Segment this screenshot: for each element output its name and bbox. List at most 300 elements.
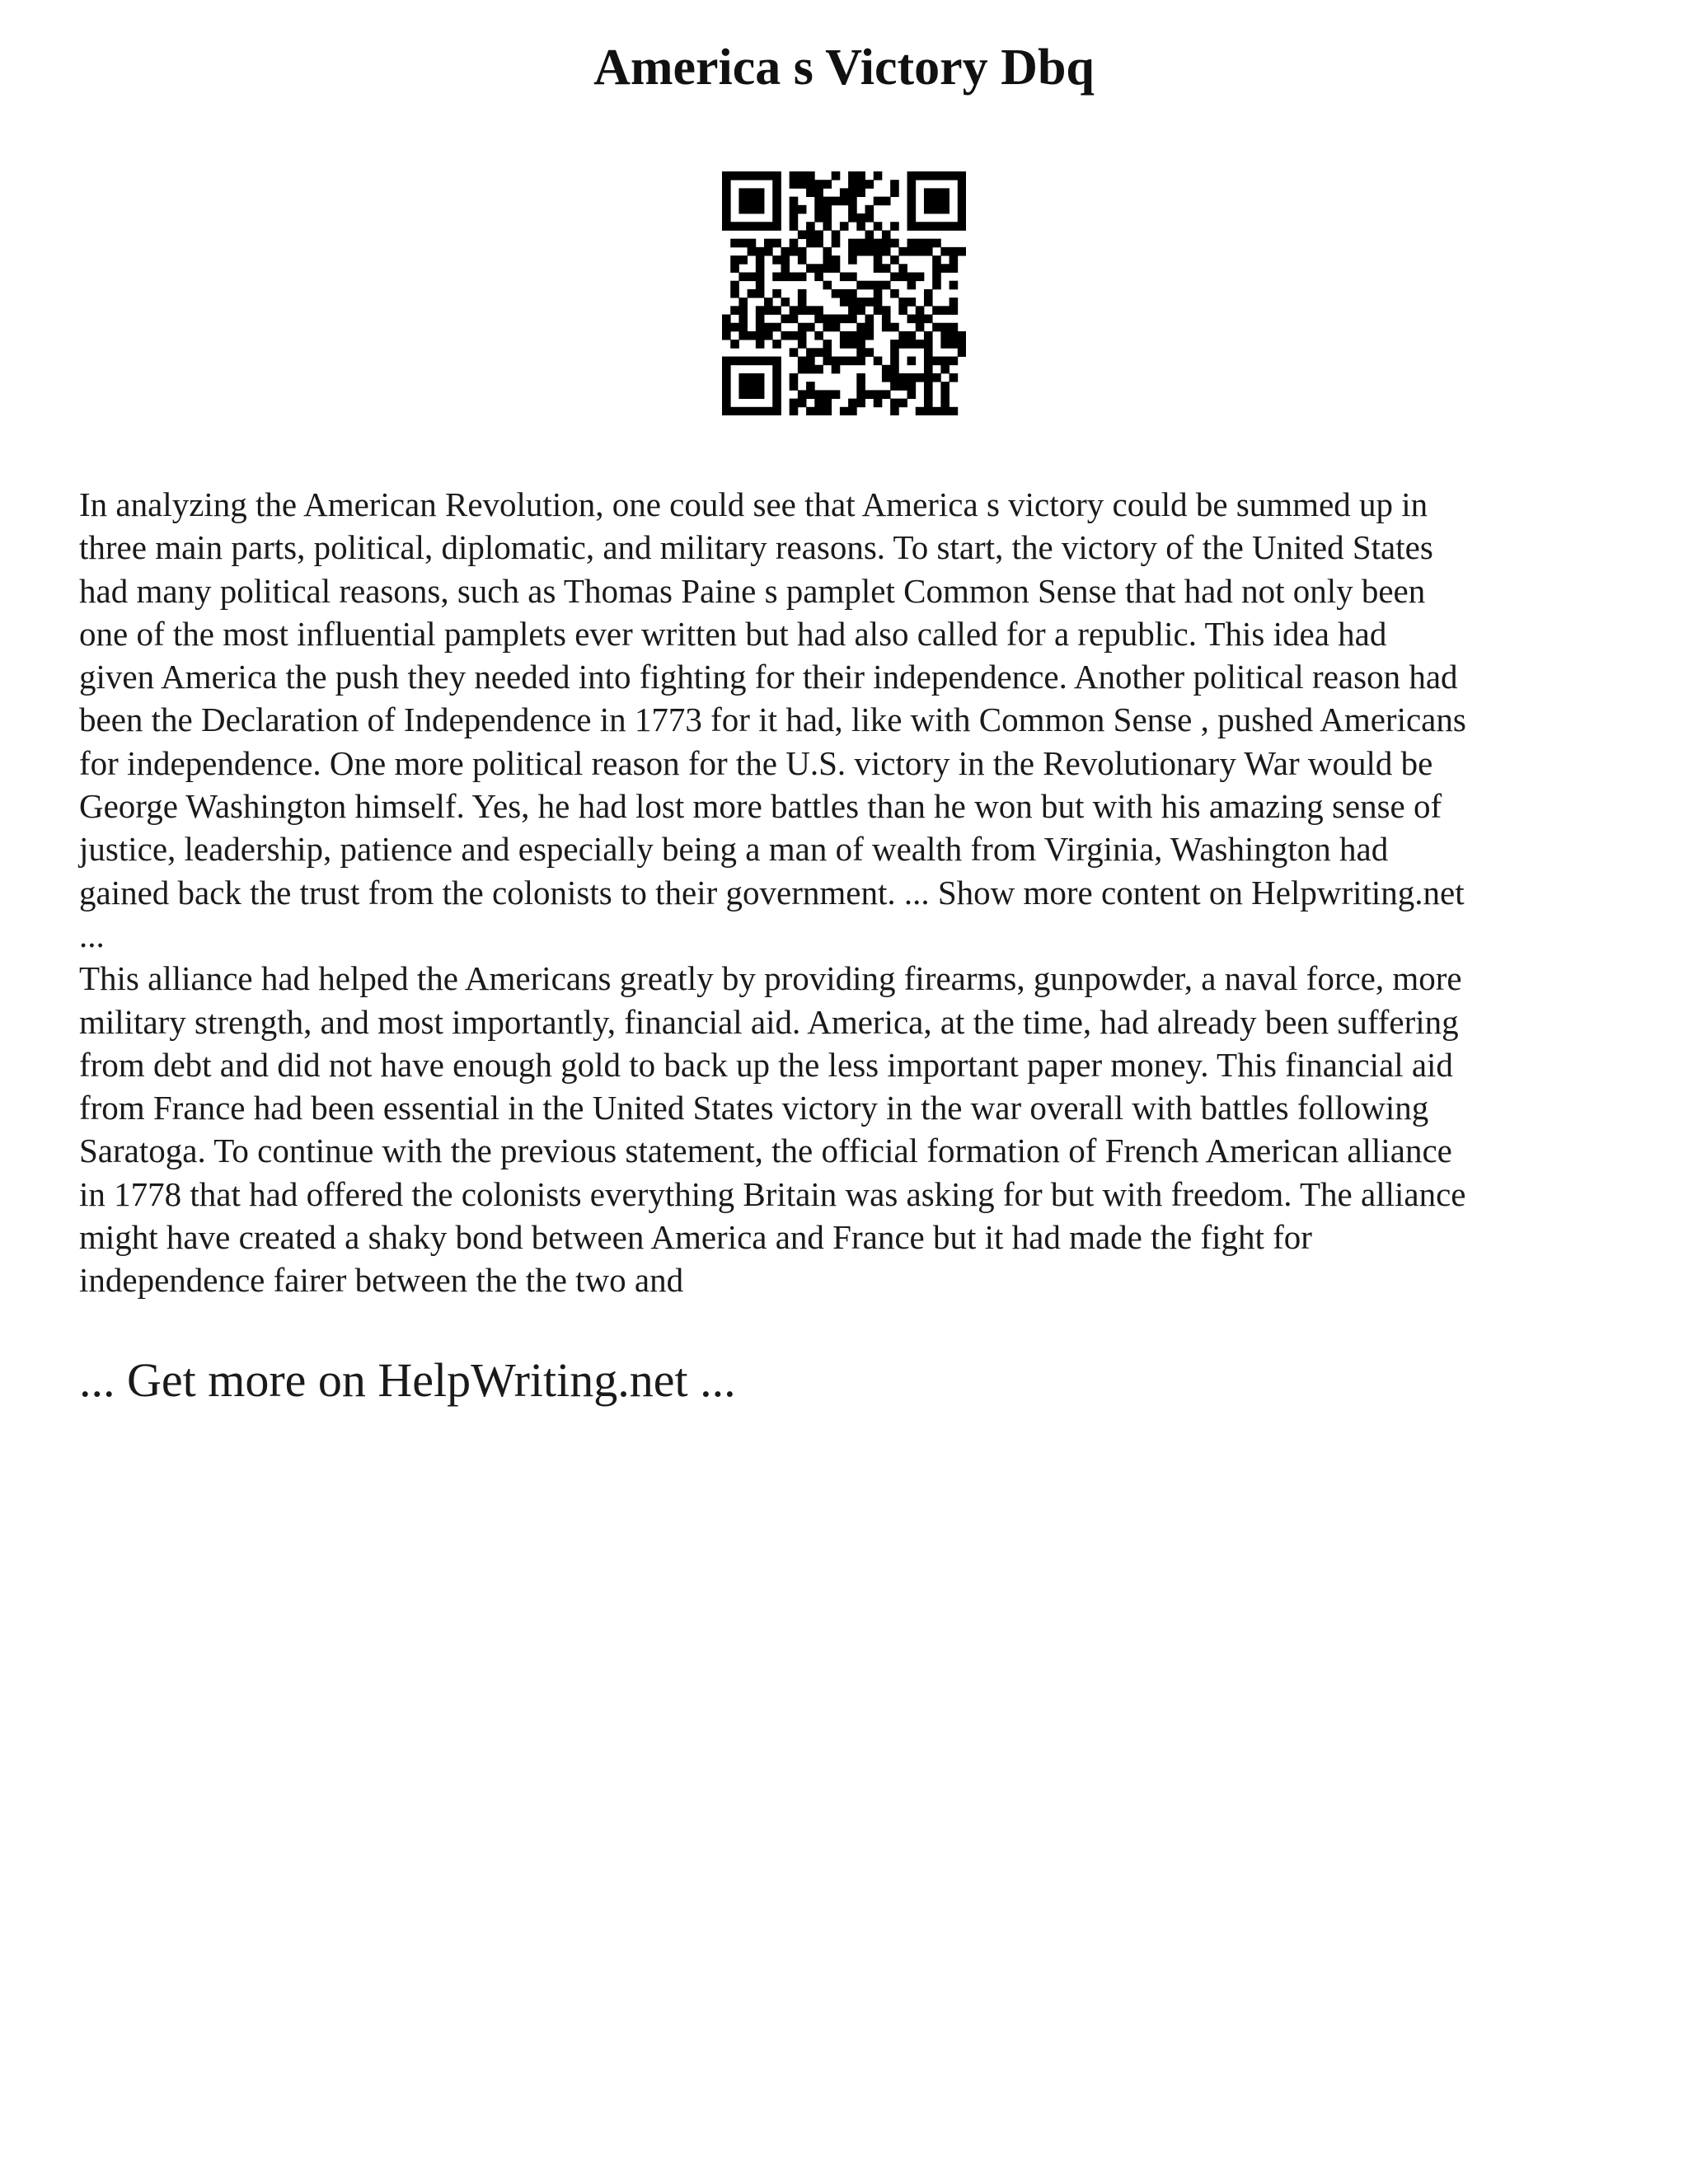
qr-module (790, 272, 799, 281)
qr-module (756, 340, 765, 349)
qr-module (916, 373, 925, 382)
qr-module (958, 171, 966, 180)
qr-module (823, 357, 832, 366)
qr-module (756, 197, 765, 206)
qr-module (916, 340, 925, 349)
qr-module (932, 222, 941, 231)
qr-module (940, 357, 950, 366)
qr-module (848, 205, 857, 214)
qr-module (722, 407, 731, 415)
qr-module (898, 247, 907, 256)
qr-module (940, 264, 950, 273)
qr-module (738, 188, 748, 197)
qr-module (756, 331, 765, 340)
qr-module (932, 407, 941, 415)
qr-module (865, 239, 874, 248)
qr-module (848, 197, 857, 206)
qr-module (738, 407, 748, 415)
qr-module (790, 306, 799, 315)
qr-module (907, 180, 917, 189)
qr-module (772, 306, 781, 315)
qr-module (832, 171, 841, 180)
qr-module (748, 331, 757, 340)
qr-module (958, 188, 966, 197)
qr-module (856, 340, 865, 349)
qr-module (865, 230, 874, 239)
qr-module (832, 264, 841, 273)
qr-module (882, 247, 891, 256)
qr-module (916, 315, 925, 324)
qr-module (832, 255, 841, 265)
qr-module (781, 247, 790, 256)
qr-module (898, 340, 907, 349)
qr-module (790, 205, 799, 214)
qr-module (756, 171, 765, 180)
qr-module (730, 289, 739, 298)
qr-module (738, 222, 748, 231)
qr-module (730, 323, 739, 332)
qr-module (924, 239, 933, 248)
qr-module (748, 357, 757, 366)
qr-module (764, 247, 773, 256)
qr-module (756, 373, 765, 382)
qr-module (916, 323, 925, 332)
qr-module (722, 180, 731, 189)
qr-module (722, 323, 731, 332)
qr-module (722, 197, 731, 206)
qr-module (865, 205, 874, 214)
qr-module (756, 205, 765, 214)
qr-module (916, 272, 925, 281)
qr-module (798, 306, 807, 315)
qr-module (806, 264, 815, 273)
qr-module (748, 373, 757, 382)
qr-module (764, 357, 773, 366)
qr-code-graphic (722, 171, 966, 415)
qr-module (840, 222, 849, 231)
qr-module (958, 340, 966, 349)
qr-module (865, 331, 874, 340)
qr-module (907, 188, 917, 197)
qr-module (756, 264, 765, 273)
qr-module (781, 272, 790, 281)
qr-module (865, 281, 874, 290)
qr-module (756, 382, 765, 391)
qr-module (772, 357, 781, 366)
qr-module (874, 247, 883, 256)
qr-module (772, 390, 781, 399)
qr-module (756, 315, 765, 324)
qr-module (874, 357, 883, 366)
qr-module (865, 323, 874, 332)
qr-module (798, 357, 807, 366)
qr-module (748, 382, 757, 391)
qr-module (798, 180, 807, 189)
qr-module (898, 331, 907, 340)
qr-module (865, 247, 874, 256)
qr-module (798, 399, 807, 408)
qr-module (924, 289, 933, 298)
qr-module (790, 373, 799, 382)
qr-module (798, 340, 807, 349)
qr-module (890, 340, 899, 349)
qr-module (890, 357, 899, 366)
qr-module (950, 222, 959, 231)
qr-module (882, 365, 891, 374)
get-more-link[interactable]: ... Get more on HelpWriting.net ... (79, 1353, 736, 1407)
qr-module (950, 281, 959, 290)
qr-module (940, 323, 950, 332)
qr-module (940, 247, 950, 256)
qr-module (814, 315, 823, 324)
qr-module (756, 255, 765, 265)
qr-module (798, 255, 807, 265)
qr-module (730, 340, 739, 349)
qr-module (907, 298, 917, 307)
qr-module (940, 407, 950, 415)
qr-module (806, 180, 815, 189)
qr-module (932, 272, 941, 281)
qr-module (907, 213, 917, 223)
qr-module (890, 289, 899, 298)
qr-module (756, 357, 765, 366)
qr-module (924, 298, 933, 307)
qr-module (738, 382, 748, 391)
qr-module (748, 205, 757, 214)
qr-module (748, 188, 757, 197)
qr-module (882, 306, 891, 315)
qr-module (823, 399, 832, 408)
qr-module (772, 180, 781, 189)
qr-module (898, 306, 907, 315)
qr-module (856, 239, 865, 248)
qr-module (907, 197, 917, 206)
qr-module (890, 382, 899, 391)
qr-module (924, 357, 933, 366)
qr-module (772, 205, 781, 214)
qr-module (865, 298, 874, 307)
qr-module (950, 323, 959, 332)
qr-module (950, 407, 959, 415)
qr-module (940, 399, 950, 408)
qr-module (940, 197, 950, 206)
qr-module (798, 323, 807, 332)
qr-module (856, 281, 865, 290)
qr-module (730, 407, 739, 415)
qr-module (832, 390, 841, 399)
qr-module (772, 382, 781, 391)
qr-module (924, 222, 933, 231)
qr-module (924, 315, 933, 324)
qr-module (772, 373, 781, 382)
qr-module (756, 323, 765, 332)
qr-module (814, 365, 823, 374)
qr-module (806, 390, 815, 399)
qr-module (907, 373, 917, 382)
qr-module (848, 340, 857, 349)
qr-module (856, 348, 865, 357)
qr-module (882, 197, 891, 206)
qr-module (950, 373, 959, 382)
qr-module (840, 357, 849, 366)
qr-module (848, 255, 857, 265)
qr-module (958, 222, 966, 231)
qr-module (907, 239, 917, 248)
qr-module (722, 365, 731, 374)
qr-module (907, 205, 917, 214)
qr-module (848, 188, 857, 197)
qr-module (856, 390, 865, 399)
qr-module (874, 399, 883, 408)
qr-module (874, 390, 883, 399)
qr-module (890, 407, 899, 415)
qr-module (806, 188, 815, 197)
qr-module (932, 306, 941, 315)
qr-module (814, 205, 823, 214)
qr-module (772, 197, 781, 206)
qr-module (772, 323, 781, 332)
qr-module (898, 399, 907, 408)
qr-module (940, 171, 950, 180)
qr-module (924, 247, 933, 256)
qr-module (924, 373, 933, 382)
qr-module (907, 382, 917, 391)
qr-module (730, 281, 739, 290)
qr-module (756, 289, 765, 298)
qr-module (840, 298, 849, 307)
qr-module (823, 197, 832, 206)
qr-module (832, 197, 841, 206)
qr-module (932, 197, 941, 206)
qr-module (924, 171, 933, 180)
qr-module (832, 230, 841, 239)
qr-module (772, 340, 781, 349)
qr-module (722, 357, 731, 366)
qr-module (840, 289, 849, 298)
qr-module (790, 197, 799, 206)
qr-module (756, 247, 765, 256)
document-body (79, 483, 1620, 1302)
qr-module (924, 205, 933, 214)
qr-module (806, 357, 815, 366)
qr-module (856, 180, 865, 189)
qr-module (814, 213, 823, 223)
qr-module (950, 247, 959, 256)
qr-module (814, 272, 823, 281)
qr-module (848, 399, 857, 408)
qr-module (832, 239, 841, 248)
qr-module (814, 407, 823, 415)
qr-module (722, 213, 731, 223)
qr-module (840, 197, 849, 206)
qr-module (890, 239, 899, 248)
qr-module (890, 255, 899, 265)
qr-module (806, 382, 815, 391)
qr-module (806, 348, 815, 357)
qr-module (738, 197, 748, 206)
qr-module (756, 188, 765, 197)
qr-module (932, 357, 941, 366)
qr-module (932, 239, 941, 248)
qr-module (823, 315, 832, 324)
qr-module (840, 407, 849, 415)
qr-module (932, 205, 941, 214)
qr-module (756, 222, 765, 231)
qr-module (772, 255, 781, 265)
qr-module (882, 264, 891, 273)
qr-module (832, 315, 841, 324)
qr-module (856, 331, 865, 340)
qr-module (814, 390, 823, 399)
qr-module (848, 407, 857, 415)
qr-module (748, 272, 757, 281)
qr-module (772, 222, 781, 231)
qr-module (781, 264, 790, 273)
qr-module (856, 247, 865, 256)
qr-module (856, 306, 865, 315)
qr-module (806, 222, 815, 231)
qr-module (772, 289, 781, 298)
qr-module (865, 348, 874, 357)
qr-module (940, 390, 950, 399)
qr-module (798, 289, 807, 298)
qr-module (814, 239, 823, 248)
qr-module (856, 222, 865, 231)
qr-module (840, 340, 849, 349)
qr-module (738, 272, 748, 281)
qr-module (798, 298, 807, 307)
qr-module (932, 323, 941, 332)
qr-module (874, 255, 883, 265)
qr-module (823, 205, 832, 214)
qr-module (890, 272, 899, 281)
qr-module (722, 205, 731, 214)
qr-module (924, 399, 933, 408)
qr-module (764, 323, 773, 332)
qr-module (848, 213, 857, 223)
qr-module (958, 205, 966, 214)
qr-module (916, 239, 925, 248)
qr-module (924, 340, 933, 349)
qr-module (874, 239, 883, 248)
qr-module (772, 272, 781, 281)
qr-module (756, 407, 765, 415)
qr-module (848, 180, 857, 189)
qr-module (840, 315, 849, 324)
qr-module (722, 382, 731, 391)
qr-module (916, 247, 925, 256)
qr-module (832, 289, 841, 298)
qr-module (907, 281, 917, 290)
qr-module (823, 348, 832, 357)
qr-module (840, 188, 849, 197)
qr-module (806, 239, 815, 248)
qr-module (738, 205, 748, 214)
qr-module (790, 382, 799, 391)
qr-module (772, 239, 781, 248)
qr-module (882, 323, 891, 332)
qr-module (874, 281, 883, 290)
qr-module (898, 264, 907, 273)
qr-module (790, 247, 799, 256)
qr-module (772, 407, 781, 415)
qr-module (890, 188, 899, 197)
qr-module (781, 331, 790, 340)
qr-module (722, 399, 731, 408)
qr-module (722, 171, 731, 180)
qr-module (907, 247, 917, 256)
qr-module (856, 323, 865, 332)
qr-module (772, 365, 781, 374)
qr-module (798, 365, 807, 374)
qr-module (738, 171, 748, 180)
qr-module (907, 315, 917, 324)
qr-module (958, 331, 966, 340)
qr-module (738, 373, 748, 382)
body-paragraph-2: This alliance had helped the Americans greatly by providing firearms, gunpowder, a naval force, more military strength, and most importantly, financial aid. America, at the time, had already been suffering from debt and did not have enough gold to back up the less important paper money. This financial aid from France had been essential in the United States victory in the war overall with battles following Saratoga. To continue with the previous statement, the official formation of French American alliance in 1778 that had offered the colonists everything Britain was asking for but with freedom. The alliance might have created a shaky bond between America and France but it had made the fight for independence fairer between the the two and (79, 959, 1466, 1300)
qr-module (772, 188, 781, 197)
qr-module (856, 373, 865, 382)
body-paragraph-1: In analyzing the American Revolution, one could see that America s victory could be summed up in three main parts, political, diplomatic, and military reasons. To start, the victory of the United States had many political reasons, such as Thomas Paine s pamplet Common Sense that had not only been one of the most influential pamplets ever written but had also called for a republic. This idea had given America the push they needed into fighting for their independence. Another political reason had been the Declaration of Independence in 1773 for it had, like with Common Sense , pushed Americans for independence. One more political reason for the U.S. victory in the Revolutionary War would be George Washington himself. Yes, he had lost more battles than he won but with his amazing sense of justice, leadership, patience and especially being a man of wealth from Virginia, Washington had gained back the trust from the colonists to their government. ... Show more content on Helpwriting.net ... (79, 485, 1466, 954)
qr-module (738, 357, 748, 366)
qr-module (738, 239, 748, 248)
qr-module (924, 382, 933, 391)
qr-module (823, 264, 832, 273)
qr-module (950, 306, 959, 315)
qr-module (814, 264, 823, 273)
qr-module (907, 357, 917, 366)
qr-module (756, 390, 765, 399)
qr-module (814, 399, 823, 408)
qr-module (738, 315, 748, 324)
qr-module (848, 306, 857, 315)
qr-module (764, 171, 773, 180)
qr-module (772, 171, 781, 180)
qr-module (916, 222, 925, 231)
qr-module (865, 390, 874, 399)
qr-module (730, 255, 739, 265)
qr-module (890, 399, 899, 408)
qr-module (748, 289, 757, 298)
qr-module (932, 264, 941, 273)
qr-module (950, 340, 959, 349)
qr-module (848, 315, 857, 324)
qr-module (882, 373, 891, 382)
qr-code-icon (722, 171, 966, 415)
qr-module (806, 171, 815, 180)
qr-module (798, 390, 807, 399)
qr-module (907, 222, 917, 231)
qr-module (932, 281, 941, 290)
qr-module (958, 180, 966, 189)
qr-module (814, 331, 823, 340)
qr-module (932, 171, 941, 180)
qr-module (958, 213, 966, 223)
qr-module (722, 315, 731, 324)
qr-module (924, 365, 933, 374)
qr-module (781, 298, 790, 307)
qr-module (898, 298, 907, 307)
qr-module (940, 188, 950, 197)
qr-module (738, 255, 748, 265)
qr-module (856, 298, 865, 307)
qr-module (756, 281, 765, 290)
qr-module (950, 357, 959, 366)
qr-module (756, 272, 765, 281)
qr-module (932, 255, 941, 265)
qr-module (738, 306, 748, 315)
qr-module (898, 373, 907, 382)
